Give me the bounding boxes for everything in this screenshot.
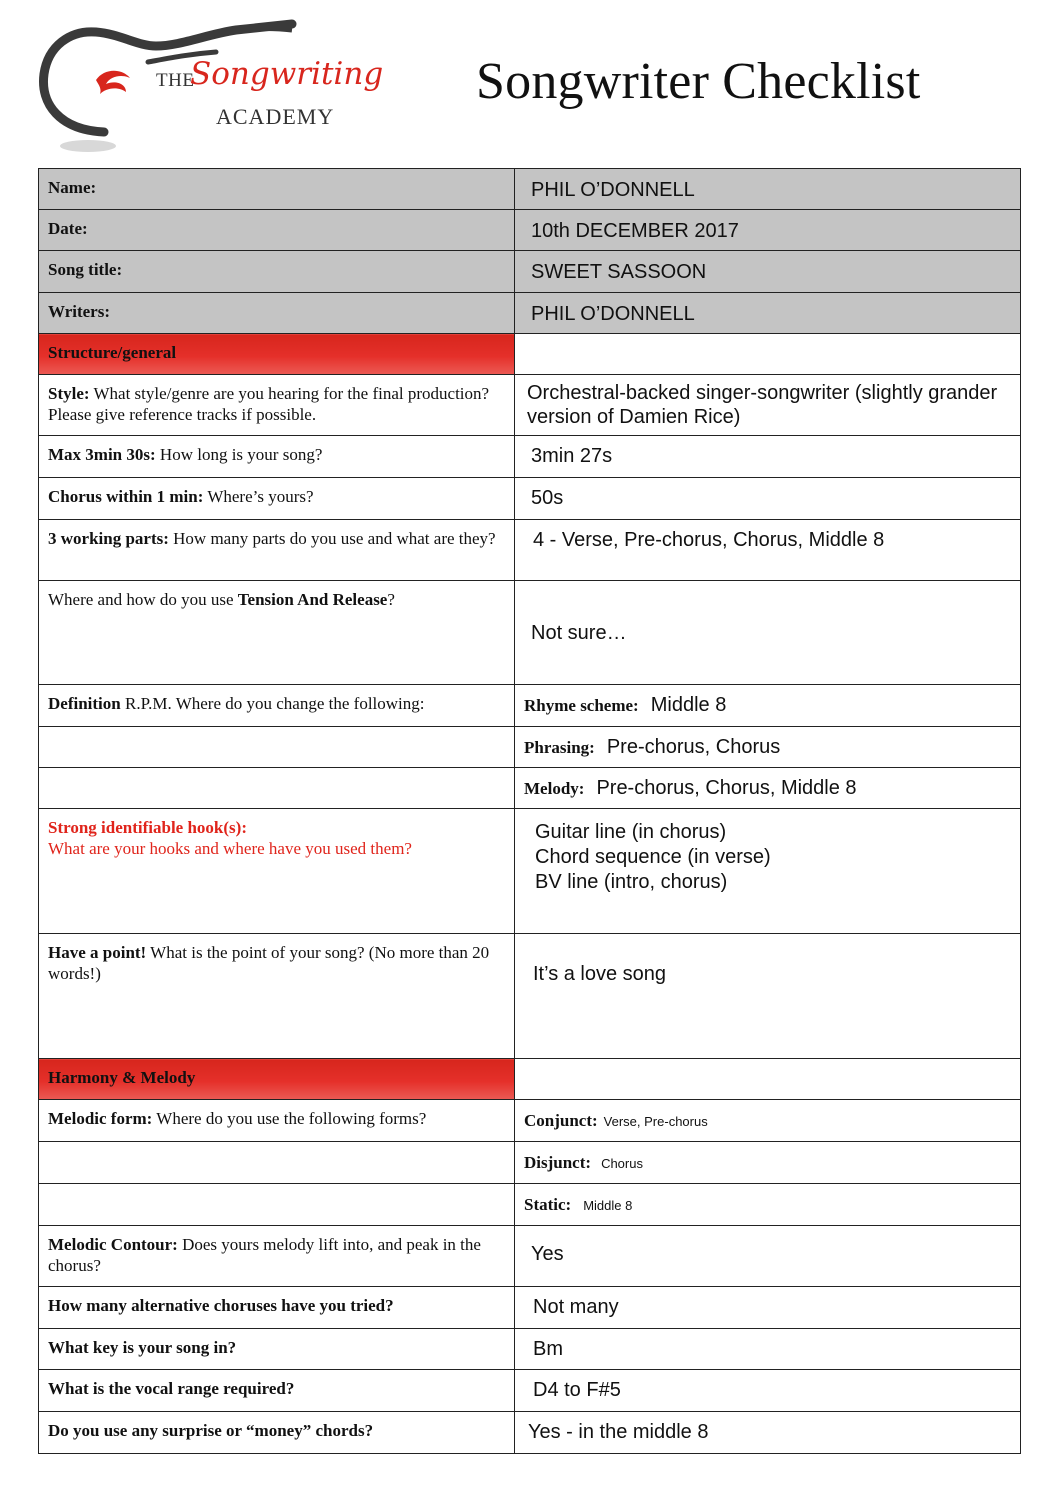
key-answer: Bm (515, 1329, 1021, 1370)
melody-label: Melody: (524, 779, 585, 798)
date-row (39, 210, 1021, 251)
disjunct-answer: Chorus (601, 1156, 643, 1171)
static-blank (39, 1184, 515, 1226)
parts-question-text: How many parts do you use and what are they? (168, 529, 496, 548)
alt-chorus-question: How many alternative choruses have you tried? (39, 1287, 515, 1329)
static-label: Static: (524, 1195, 572, 1214)
writers-value: PHIL O’DONNELL (515, 293, 1021, 334)
checklist-table (38, 168, 1021, 1454)
style-answer: Orchestral-backed singer-songwriter (slightly grander version of Damien Rice) (515, 375, 1021, 436)
chorus-answer: 50s (515, 478, 1021, 520)
phrasing-label: Phrasing: (524, 738, 595, 757)
definition-question-text: R.P.M. Where do you change the following: (120, 694, 425, 713)
song-title-label: Song title: (39, 251, 515, 293)
disjunct-label: Disjunct: (524, 1153, 592, 1172)
writers-row (39, 293, 1021, 334)
range-question: What is the vocal range required? (39, 1370, 515, 1412)
length-label: Max 3min 30s: (48, 445, 156, 464)
melodic-form-question-text: Where do you use the following forms? (152, 1109, 427, 1128)
point-row (39, 934, 1021, 1059)
harmony-section-row (39, 1059, 1021, 1100)
hooks-label: Strong identifiable hook(s): (48, 818, 247, 837)
hooks-question-text: What are your hooks and where have you used them? (48, 839, 412, 858)
parts-row (39, 520, 1021, 581)
chorus-question-text: Where’s yours? (203, 487, 314, 506)
writers-label: Writers: (39, 293, 515, 334)
song-title-value: SWEET SASSOON (515, 251, 1021, 293)
static-row (39, 1184, 1021, 1226)
melody-blank (39, 768, 515, 809)
money-chords-question: Do you use any surprise or “money” chords? (39, 1412, 515, 1454)
melody-row (39, 768, 1021, 809)
point-question-text: What is the point of your song? (No more than 20 words!) (48, 943, 490, 983)
hooks-question (39, 809, 515, 934)
harmony-section-blank (515, 1059, 1021, 1100)
length-answer: 3min 27s (515, 436, 1021, 478)
structure-section-row (39, 334, 1021, 375)
structure-section-heading: Structure/general (39, 334, 515, 375)
phrasing-row (39, 727, 1021, 768)
key-row (39, 1329, 1021, 1370)
melodic-form-row (39, 1100, 1021, 1142)
logo-academy-text: ACADEMY (216, 104, 335, 129)
contour-label: Melodic Contour: (48, 1235, 178, 1254)
hooks-row (39, 809, 1021, 934)
melody-answer: Pre-chorus, Chorus, Middle 8 (596, 777, 857, 799)
melodic-form-question (39, 1100, 515, 1142)
disjunct-row (39, 1142, 1021, 1184)
hooks-answer: Guitar line (in chorus) Chord sequence (in verse) BV line (intro, chorus) (515, 809, 1021, 934)
definition-row (39, 685, 1021, 727)
date-label: Date: (39, 210, 515, 251)
definition-question (39, 685, 515, 727)
tension-prefix: Where and how do you use (48, 590, 238, 609)
date-value: 10th DECEMBER 2017 (515, 210, 1021, 251)
length-question-text: How long is your song? (155, 445, 323, 464)
style-row (39, 375, 1021, 436)
static-cell (515, 1184, 1021, 1226)
definition-label: Definition (48, 694, 121, 713)
key-question: What key is your song in? (39, 1329, 515, 1370)
length-row (39, 436, 1021, 478)
tension-suffix: ? (387, 590, 395, 609)
parts-question (39, 520, 515, 581)
parts-label: 3 working parts: (48, 529, 169, 548)
academy-logo (30, 18, 384, 158)
style-question (39, 375, 515, 436)
range-answer: D4 to F#5 (515, 1370, 1021, 1412)
contour-answer: Yes (515, 1226, 1021, 1287)
page-title: Songwriter Checklist (476, 53, 921, 110)
harmony-section-heading: Harmony & Melody (39, 1059, 515, 1100)
conjunct-answer: Verse, Pre-chorus (603, 1114, 708, 1129)
name-value: PHIL O’DONNELL (515, 169, 1021, 210)
disjunct-blank (39, 1142, 515, 1184)
name-label: Name: (39, 169, 515, 210)
contour-question (39, 1226, 515, 1287)
contour-row (39, 1226, 1021, 1287)
tension-row (39, 581, 1021, 685)
style-label: Style: (48, 384, 90, 403)
chorus-label: Chorus within 1 min: (48, 487, 204, 506)
chorus-row (39, 478, 1021, 520)
song-title-row (39, 251, 1021, 293)
conjunct-cell (515, 1100, 1021, 1142)
chorus-question (39, 478, 515, 520)
disjunct-cell (515, 1142, 1021, 1184)
contour-question-text: Does yours melody lift into, and peak in the chorus? (48, 1235, 481, 1275)
money-chords-row (39, 1412, 1021, 1454)
phrasing-cell (515, 727, 1021, 768)
point-label: Have a point! (48, 943, 147, 962)
melodic-form-label: Melodic form: (48, 1109, 153, 1128)
tension-answer: Not sure… (515, 581, 1021, 685)
point-answer: It’s a love song (515, 934, 1021, 1059)
length-question (39, 436, 515, 478)
structure-section-blank (515, 334, 1021, 375)
logo-script-text: Songwriting (190, 56, 384, 92)
melody-cell (515, 768, 1021, 809)
static-answer: Middle 8 (583, 1198, 633, 1213)
rhyme-scheme-label: Rhyme scheme: (524, 696, 639, 715)
logo-the-text: THE (156, 70, 195, 91)
money-chords-answer: Yes - in the middle 8 (515, 1412, 1021, 1454)
alt-chorus-row (39, 1287, 1021, 1329)
conjunct-label: Conjunct: (524, 1111, 598, 1130)
range-row (39, 1370, 1021, 1412)
name-row (39, 169, 1021, 210)
tension-question (39, 581, 515, 685)
phrasing-blank (39, 727, 515, 768)
phrasing-answer: Pre-chorus, Chorus (606, 736, 781, 758)
parts-answer: 4 - Verse, Pre-chorus, Chorus, Middle 8 (515, 520, 1021, 581)
style-question-text: What style/genre are you hearing for the final production? Please give reference tracks if possible. (48, 384, 490, 424)
rhyme-scheme-cell (515, 685, 1021, 727)
tension-label: Tension And Release (237, 590, 388, 609)
rhyme-scheme-answer: Middle 8 (650, 694, 727, 716)
point-question (39, 934, 515, 1059)
alt-chorus-answer: Not many (515, 1287, 1021, 1329)
